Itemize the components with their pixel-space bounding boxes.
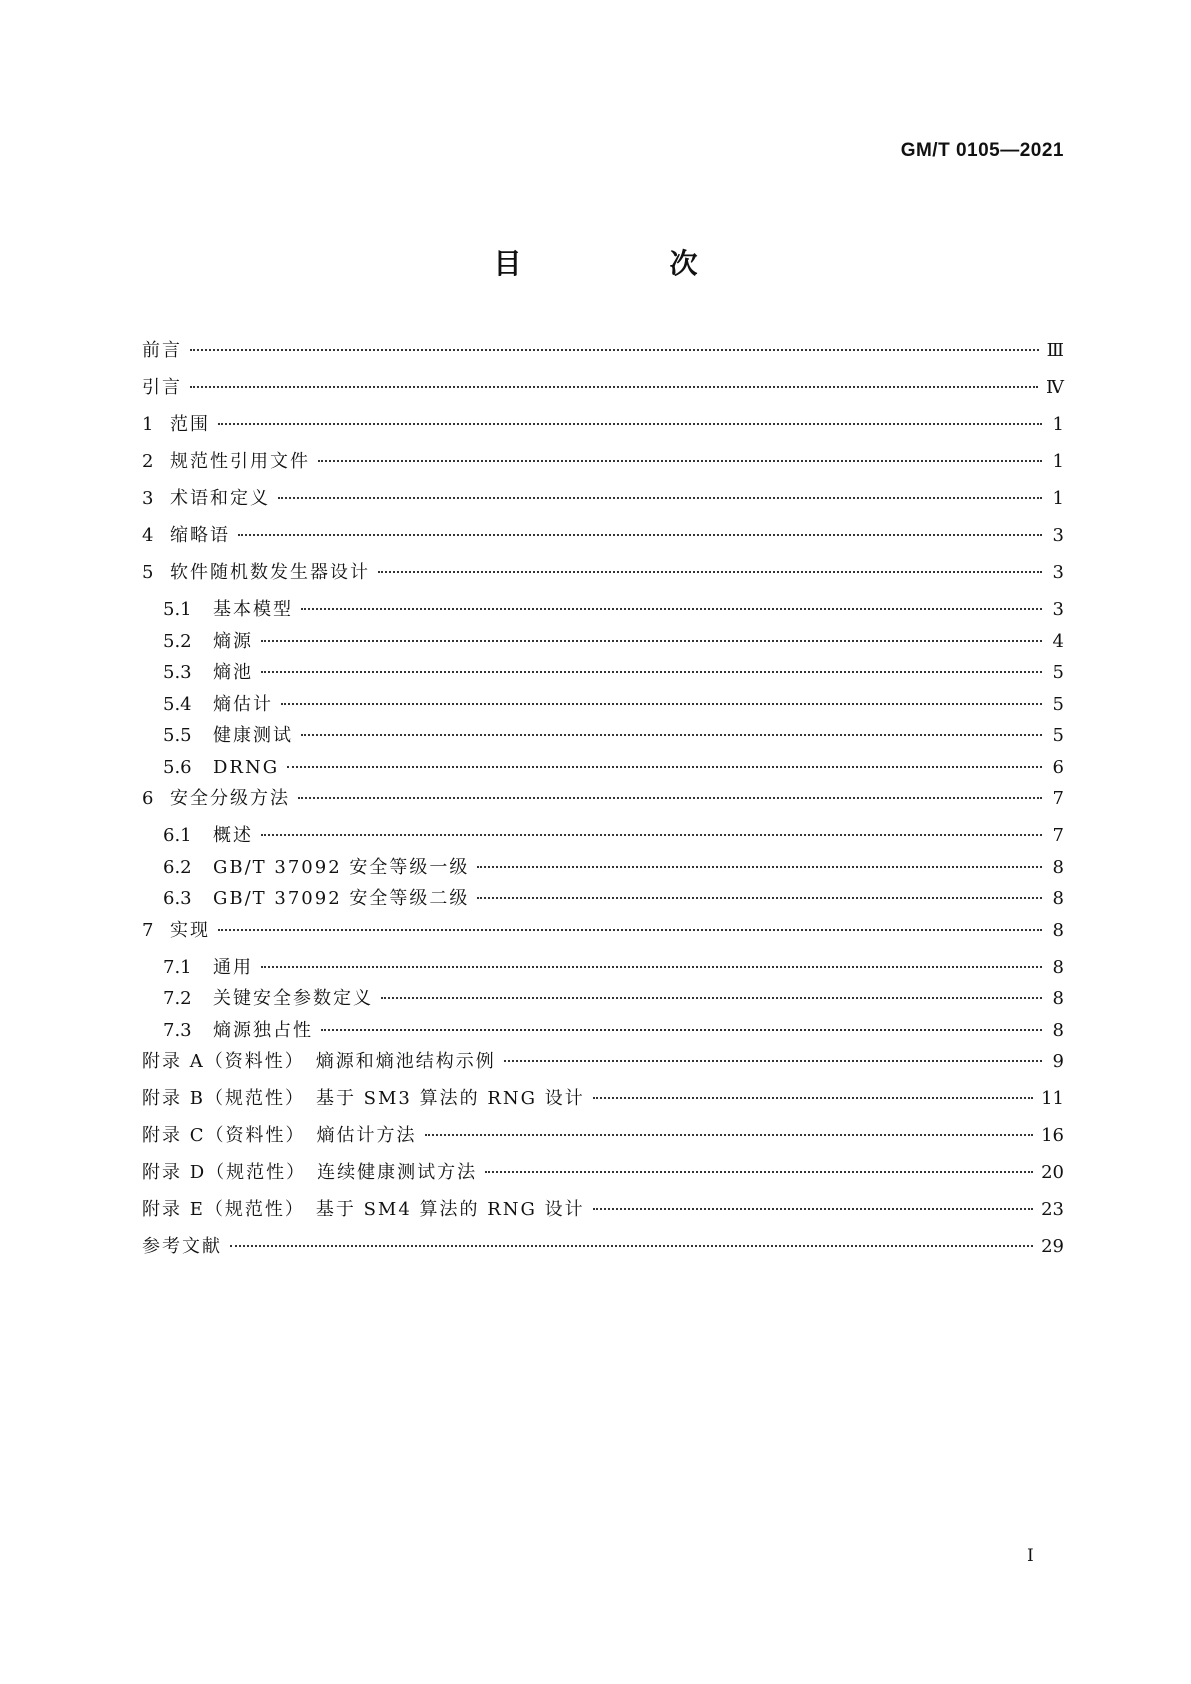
toc-entry[interactable]	[142, 631, 1064, 663]
toc-entry-number: 7.2	[163, 988, 192, 1009]
toc-entry-page: Ⅲ	[1046, 340, 1064, 361]
toc-entry-number: 5.5	[163, 725, 192, 746]
toc-entry-page: 3	[1052, 599, 1064, 620]
toc-entry-page: 9	[1052, 1051, 1064, 1072]
standard-code: GM/T 0105—2021	[900, 140, 1064, 161]
toc-entry-label: 实现	[170, 919, 210, 941]
dot-leader	[593, 1208, 1033, 1210]
dot-leader	[218, 423, 1042, 425]
toc-entry-label: 熵源	[213, 630, 253, 652]
toc-entry-label: 附录 A（资料性） 熵源和熵池结构示例	[142, 1051, 496, 1072]
toc-entry[interactable]	[142, 377, 1064, 414]
dot-leader	[318, 460, 1042, 462]
toc-entry-label: DRNG	[213, 756, 280, 778]
toc-entry-label: 前言	[142, 340, 182, 361]
toc-entry-number: 7.1	[163, 956, 192, 978]
toc-entry-label: 健康测试	[213, 725, 293, 746]
dot-leader	[298, 797, 1042, 799]
dot-leader	[281, 703, 1042, 705]
dot-leader	[477, 866, 1042, 868]
toc-entry-label: 范围	[170, 414, 210, 435]
toc-entry-label: 基本模型	[213, 599, 293, 620]
dot-leader	[190, 349, 1039, 351]
toc-entry[interactable]	[142, 957, 1064, 989]
dot-leader	[261, 671, 1042, 673]
toc-entry-page: 8	[1052, 1019, 1064, 1041]
toc-entry[interactable]	[142, 488, 1064, 525]
dot-leader	[287, 766, 1042, 768]
toc-entry[interactable]	[142, 788, 1064, 825]
toc-entry-label: 规范性引用文件	[170, 451, 310, 472]
toc-entry-page: 6	[1052, 756, 1064, 778]
toc-entry-label: 关键安全参数定义	[213, 988, 373, 1009]
toc-entry-number: 5.4	[163, 693, 192, 715]
toc-entry[interactable]	[142, 414, 1064, 451]
toc-entry-page: 3	[1052, 562, 1064, 583]
toc-entry-page: 20	[1041, 1162, 1064, 1183]
toc-entry-label: 术语和定义	[170, 488, 270, 509]
dot-leader	[261, 640, 1042, 642]
toc-entry-label: 引言	[142, 377, 182, 398]
toc-entry[interactable]	[142, 562, 1064, 599]
toc-entry[interactable]	[142, 694, 1064, 726]
toc-entry-page: 4	[1052, 630, 1064, 652]
toc-entry-page: 29	[1041, 1236, 1064, 1257]
dot-leader	[261, 834, 1042, 836]
toc-entry-number: 6.1	[163, 825, 192, 846]
toc-entry[interactable]	[142, 525, 1064, 562]
toc-entry-label: 熵源独占性	[213, 1019, 313, 1041]
toc-entry[interactable]	[142, 340, 1064, 377]
dot-leader	[321, 1029, 1042, 1031]
toc-entry[interactable]	[142, 1020, 1064, 1052]
toc-entry-number: 1	[142, 414, 154, 435]
dot-leader	[477, 897, 1042, 899]
toc-entry-label: 附录 B（规范性） 基于 SM3 算法的 RNG 设计	[142, 1088, 585, 1109]
toc-entry-page: 23	[1041, 1199, 1064, 1220]
toc-entry-page: 1	[1052, 414, 1064, 435]
toc-entry-page: 1	[1052, 488, 1064, 509]
toc-entry-label: 通用	[213, 956, 253, 978]
toc-entry-label: GB/T 37092 安全等级一级	[213, 856, 470, 878]
dot-leader	[425, 1134, 1034, 1136]
dot-leader	[381, 997, 1042, 999]
toc-entry-number: 3	[142, 488, 154, 509]
toc-entry-label: 缩略语	[170, 525, 230, 546]
dot-leader	[190, 386, 1038, 388]
toc-entry-page: 1	[1052, 451, 1064, 472]
dot-leader	[301, 608, 1042, 610]
toc-entry-number: 5	[142, 562, 154, 583]
toc-entry-number: 7	[142, 919, 154, 941]
toc-entry-number: 5.6	[163, 756, 192, 778]
toc-entry[interactable]	[142, 888, 1064, 920]
toc-entry-label: 参考文献	[142, 1236, 222, 1257]
toc-entry[interactable]	[142, 725, 1064, 757]
page-title: 目 次	[493, 247, 758, 280]
toc-entry-number: 4	[142, 525, 154, 546]
dot-leader	[238, 534, 1042, 536]
toc-entry-label: 熵估计	[213, 693, 273, 715]
toc-entry-label: 熵池	[213, 662, 253, 683]
toc-entry[interactable]	[142, 1051, 1064, 1088]
toc-entry-label: 附录 D（规范性） 连续健康测试方法	[142, 1162, 478, 1183]
toc-entry-number: 5.1	[163, 599, 192, 620]
dot-leader	[593, 1097, 1033, 1099]
dot-leader	[261, 966, 1042, 968]
toc-entry-page: 8	[1052, 856, 1064, 878]
toc-entry-page: 3	[1052, 525, 1064, 546]
toc-entry[interactable]	[142, 1088, 1064, 1125]
toc-entry[interactable]	[142, 988, 1064, 1020]
toc-entry[interactable]	[142, 662, 1064, 694]
toc-entry[interactable]	[142, 451, 1064, 488]
toc-entry-label: GB/T 37092 安全等级二级	[213, 888, 470, 909]
toc-entry-number: 6.2	[163, 856, 192, 878]
toc-entry-page: 5	[1052, 725, 1064, 746]
toc-entry-number: 5.3	[163, 662, 192, 683]
toc-entry-page: 7	[1052, 825, 1064, 846]
toc-entry-page: 8	[1052, 956, 1064, 978]
toc-entry-page: 5	[1052, 662, 1064, 683]
dot-leader	[378, 571, 1042, 573]
toc-entry[interactable]	[142, 1162, 1064, 1199]
toc-entry-label: 附录 E（规范性） 基于 SM4 算法的 RNG 设计	[142, 1199, 585, 1220]
toc-entry[interactable]	[142, 1236, 1064, 1273]
toc-entry-label: 概述	[213, 825, 253, 846]
toc-entry-label: 附录 C（资料性） 熵估计方法	[142, 1125, 417, 1146]
dot-leader	[278, 497, 1042, 499]
dot-leader	[504, 1060, 1042, 1062]
page-number: Ⅰ	[1027, 1546, 1034, 1566]
toc-entry-number: 5.2	[163, 630, 192, 652]
toc-entry-page: 8	[1052, 888, 1064, 909]
toc-entry-page: 5	[1052, 693, 1064, 715]
toc-entry[interactable]	[142, 920, 1064, 957]
toc-entry-page: 7	[1052, 788, 1064, 809]
toc-entry-number: 7.3	[163, 1019, 192, 1041]
toc-entry-page: Ⅳ	[1046, 377, 1064, 398]
toc-entry[interactable]	[142, 825, 1064, 857]
toc-entry-page: 8	[1052, 988, 1064, 1009]
table-of-contents	[142, 340, 1064, 1273]
toc-entry[interactable]	[142, 1125, 1064, 1162]
dot-leader	[485, 1171, 1033, 1173]
dot-leader	[218, 929, 1042, 931]
toc-entry-label: 软件随机数发生器设计	[170, 562, 370, 583]
toc-entry-number: 6.3	[163, 888, 192, 909]
toc-entry-number: 2	[142, 451, 154, 472]
toc-entry[interactable]	[142, 1199, 1064, 1236]
dot-leader	[230, 1245, 1033, 1247]
toc-entry[interactable]	[142, 599, 1064, 631]
toc-entry-page: 8	[1052, 919, 1064, 941]
dot-leader	[301, 734, 1042, 736]
toc-entry[interactable]	[142, 757, 1064, 789]
toc-entry-page: 16	[1041, 1125, 1064, 1146]
toc-entry-label: 安全分级方法	[170, 788, 290, 809]
toc-entry-number: 6	[142, 788, 154, 809]
toc-entry-page: 11	[1041, 1088, 1064, 1109]
toc-entry[interactable]	[142, 857, 1064, 889]
